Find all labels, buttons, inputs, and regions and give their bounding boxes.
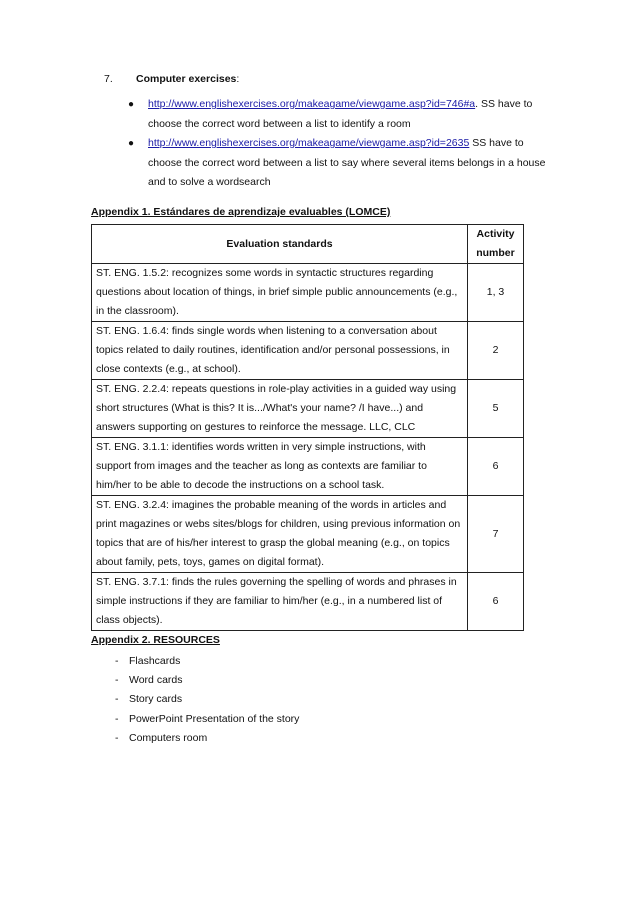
table-row — [92, 438, 524, 496]
header-standards: Evaluation standards — [92, 225, 468, 264]
bullet-icon: ● — [128, 138, 135, 149]
appendix2-title: Appendix 2. RESOURCES — [91, 634, 220, 646]
appendix1-title: Appendix 1. Estándares de aprendizaje evaluables (LOMCE) — [91, 206, 391, 218]
activity-cell: 1, 3 — [468, 264, 524, 322]
standard-cell: ST. ENG. 3.2.4: imagines the probable meaning of the words in articles and print magazines or webs sites/blogs for children, using previous information on topics that are of his/her interest to grasp the global meaning (e.g., on topics about family, pets, toys, games on digital format). — [92, 496, 468, 573]
table-row — [92, 573, 524, 631]
exercise-desc-1: choose the correct word between a list to identify a room — [148, 117, 411, 130]
activity-cell: 6 — [468, 573, 524, 631]
list-item: - Flashcards — [115, 655, 181, 667]
activity-cell: 6 — [468, 438, 524, 496]
standard-cell: ST. ENG. 2.2.4: repeats questions in role-play activities in a guided way using short structures (What is this? It is.../What's your name? /I have...) and answers supporting on gestures to reinforce the message. LLC, CLC — [92, 380, 468, 438]
table-row — [92, 322, 524, 380]
standard-cell: ST. ENG. 3.7.1: finds the rules governing the spelling of words and phrases in simple instructions if they are familiar to him/her (e.g., in a numbered list of class objects). — [92, 573, 468, 631]
standard-cell: ST. ENG. 3.1.1: identifies words written in very simple instructions, with support from images and the teacher as long as contexts are familiar to him/her to be able to decode the instructions on a school task. — [92, 438, 468, 496]
table-row — [92, 496, 524, 573]
header-activity: Activity number — [468, 225, 524, 264]
exercise-colon: : — [236, 73, 240, 85]
exercise-link-1-tail: . SS have to — [475, 98, 533, 110]
activity-cell: 2 — [468, 322, 524, 380]
exercise-desc-2: choose the correct word between a list to say where several items belongs in a house and to solve a wordsearch — [148, 156, 546, 188]
exercise-title: Computer exercises — [136, 73, 237, 85]
exercise-link-2[interactable]: http://www.englishexercises.org/makeagame/viewgame.asp?id=2635 — [148, 137, 470, 149]
activity-cell: 5 — [468, 380, 524, 438]
standard-cell: ST. ENG. 1.6.4: finds single words when listening to a conversation about topics related to daily routines, identification and/or personal possessions, in close contexts (e.g., at school). — [92, 322, 468, 380]
standard-cell: ST. ENG. 1.5.2: recognizes some words in syntactic structures regarding questions about location of things, in brief simple public announcements (e.g., in the classroom). — [92, 264, 468, 322]
bullet-icon: ● — [128, 99, 135, 110]
exercise-link-2-tail: SS have to — [469, 137, 524, 149]
resources-list — [115, 652, 299, 748]
list-item: - Word cards — [115, 674, 183, 687]
exercise-item-2 — [128, 134, 558, 193]
exercise-heading — [104, 73, 239, 85]
table-header-row — [92, 225, 524, 264]
exercise-item-1 — [128, 95, 558, 134]
list-item: - Story cards — [115, 693, 183, 706]
activity-cell: 7 — [468, 496, 524, 573]
exercise-number: 7. — [104, 73, 113, 85]
exercise-link-1[interactable]: http://www.englishexercises.org/makeagame/viewgame.asp?id=746#a — [148, 98, 476, 110]
list-item: - Computers room — [115, 731, 208, 744]
standards-table — [91, 224, 524, 631]
table-row — [92, 264, 524, 322]
list-item: - PowerPoint Presentation of the story — [115, 712, 300, 725]
table-row — [92, 380, 524, 438]
